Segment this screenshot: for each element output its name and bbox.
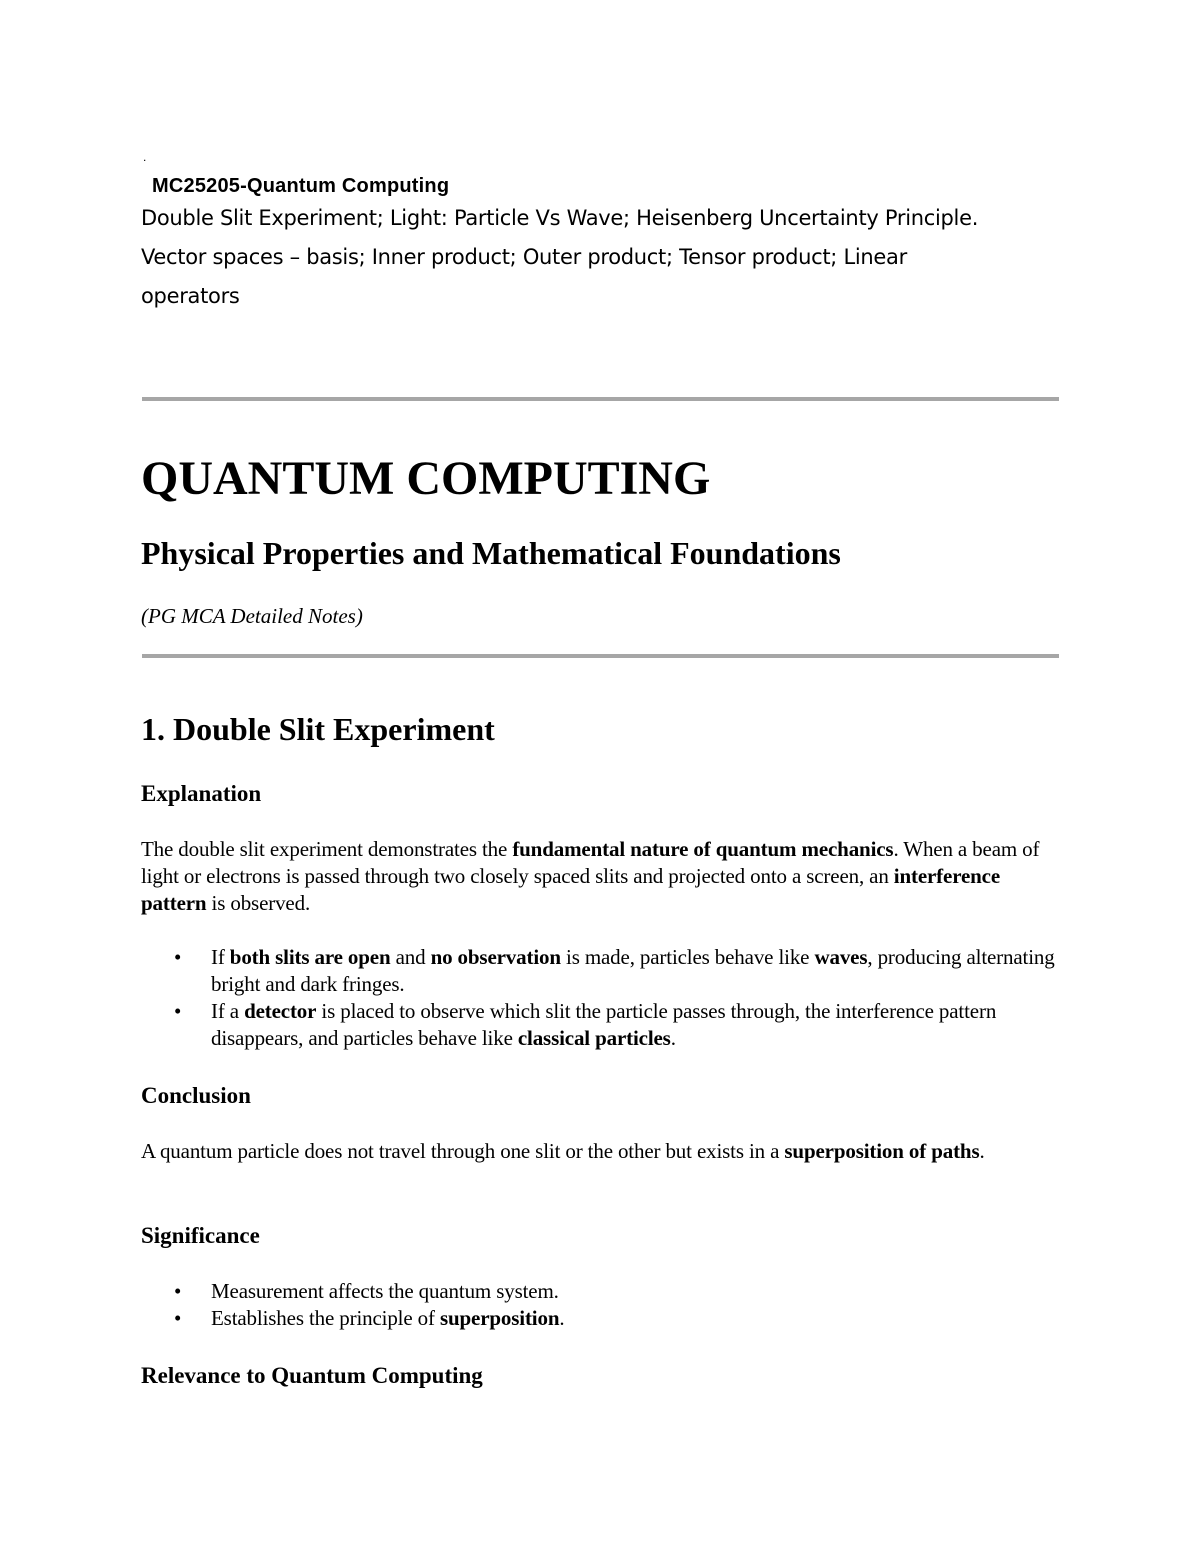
explanation-heading: Explanation (141, 781, 262, 806)
significance-bullet-list (141, 1278, 1066, 1332)
document-title: QUANTUM COMPUTING (141, 452, 711, 505)
explanation-paragraph: The double slit experiment demonstrates the fundamental nature of quantum mechanics. When a beam of light or electrons is passed through two closely spaced slits and projected onto a screen, an interference pattern is observed. (141, 837, 1040, 915)
relevance-heading: Relevance to Quantum Computing (141, 1363, 483, 1388)
conclusion-paragraph: A quantum particle does not travel through one slit or the other but exists in a superposition of paths. (141, 1139, 985, 1163)
bullet-icon: • (174, 999, 182, 1023)
document-subtitle: Physical Properties and Mathematical Foundations (141, 535, 841, 571)
section-heading: 1. Double Slit Experiment (141, 711, 495, 747)
document-note: (PG MCA Detailed Notes) (141, 604, 363, 628)
explanation-bullet-list (141, 944, 1066, 1052)
syllabus-topics (141, 199, 1071, 316)
bullet-icon: • (174, 945, 182, 969)
list-item: • Establishes the principle of superposition. (174, 1306, 565, 1330)
list-item: • Measurement affects the quantum system. (174, 1279, 559, 1303)
conclusion-heading: Conclusion (141, 1083, 251, 1108)
list-item: • If a detector is placed to observe which slit the particle passes through, the interference pattern disappears, and particles behave like classical particles. (174, 999, 997, 1050)
syllabus-line: operators (141, 284, 240, 308)
bullet-icon: • (174, 1279, 182, 1303)
syllabus-line: Vector spaces – basis; Inner product; Outer product; Tensor product; Linear (141, 245, 907, 269)
syllabus-line: Double Slit Experiment; Light: Particle Vs Wave; Heisenberg Uncertainty Principle. (141, 206, 979, 230)
stray-dot: . (143, 150, 147, 164)
horizontal-rule (142, 654, 1059, 658)
horizontal-rule (142, 397, 1059, 401)
bullet-icon: • (174, 1306, 182, 1330)
list-item: • If both slits are open and no observation is made, particles behave like waves, producing alternating bright and dark fringes. (174, 945, 1055, 996)
significance-heading: Significance (141, 1223, 260, 1248)
course-code: MC25205-Quantum Computing (152, 175, 450, 197)
